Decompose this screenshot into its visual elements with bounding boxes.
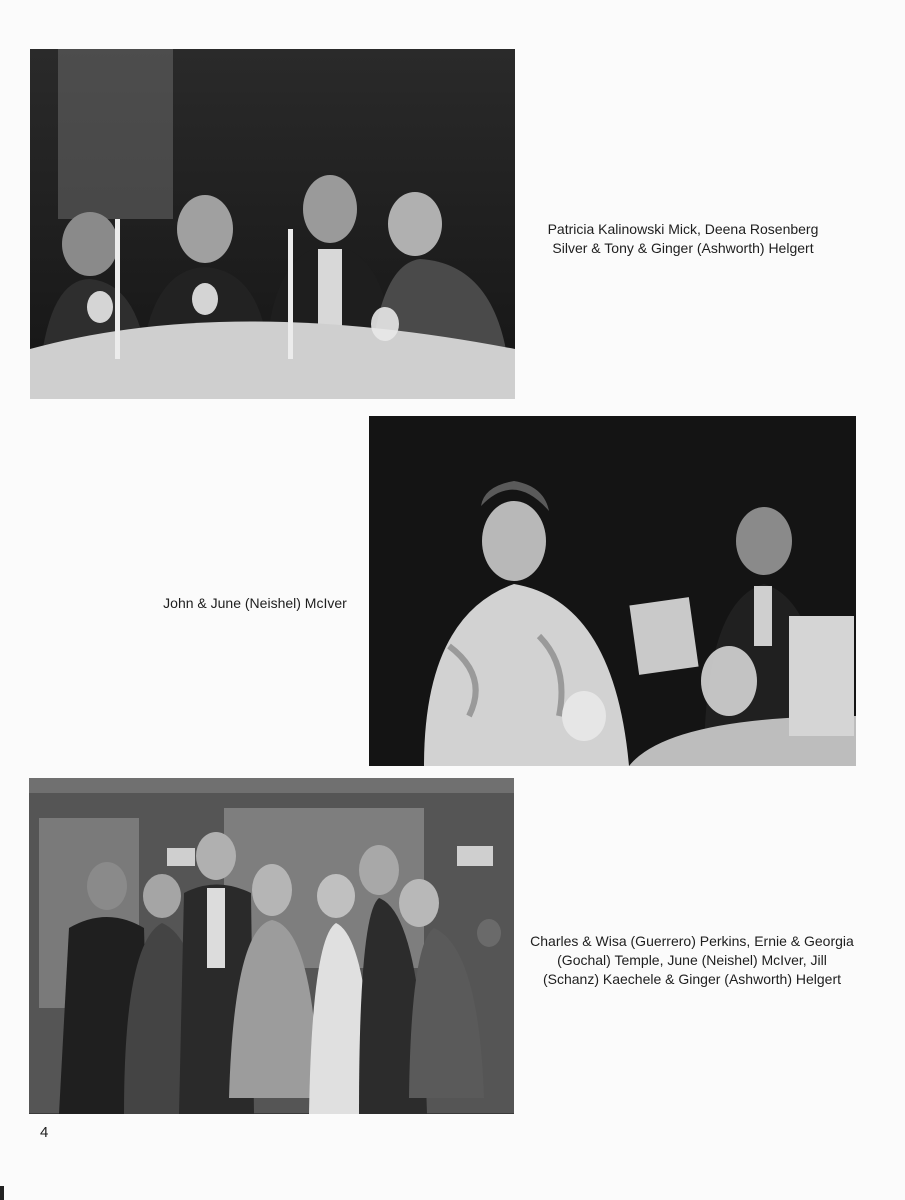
photo-dinner-table-group <box>30 49 515 399</box>
caption-standing-group <box>522 932 862 989</box>
scan-edge-mark <box>0 1186 4 1200</box>
caption-line: (Schanz) Kaechele & Ginger (Ashworth) Helgert <box>542 971 842 987</box>
page-number: 4 <box>40 1124 49 1141</box>
photo-standing-group <box>29 778 514 1114</box>
caption-line: (Gochal) Temple, June (Neishel) McIver, Jill <box>557 952 827 968</box>
caption-couple-at-table <box>140 594 370 613</box>
caption-line: John & June (Neishel) McIver <box>163 595 347 611</box>
caption-line: Patricia Kalinowski Mick, Deena Rosenberg <box>547 221 819 237</box>
photo-couple-at-table <box>369 416 856 766</box>
caption-line: Charles & Wisa (Guerrero) Perkins, Ernie & Georgia <box>530 933 854 949</box>
caption-line: Silver & Tony & Ginger (Ashworth) Helgert <box>552 240 814 256</box>
caption-dinner-table-group <box>528 220 838 258</box>
